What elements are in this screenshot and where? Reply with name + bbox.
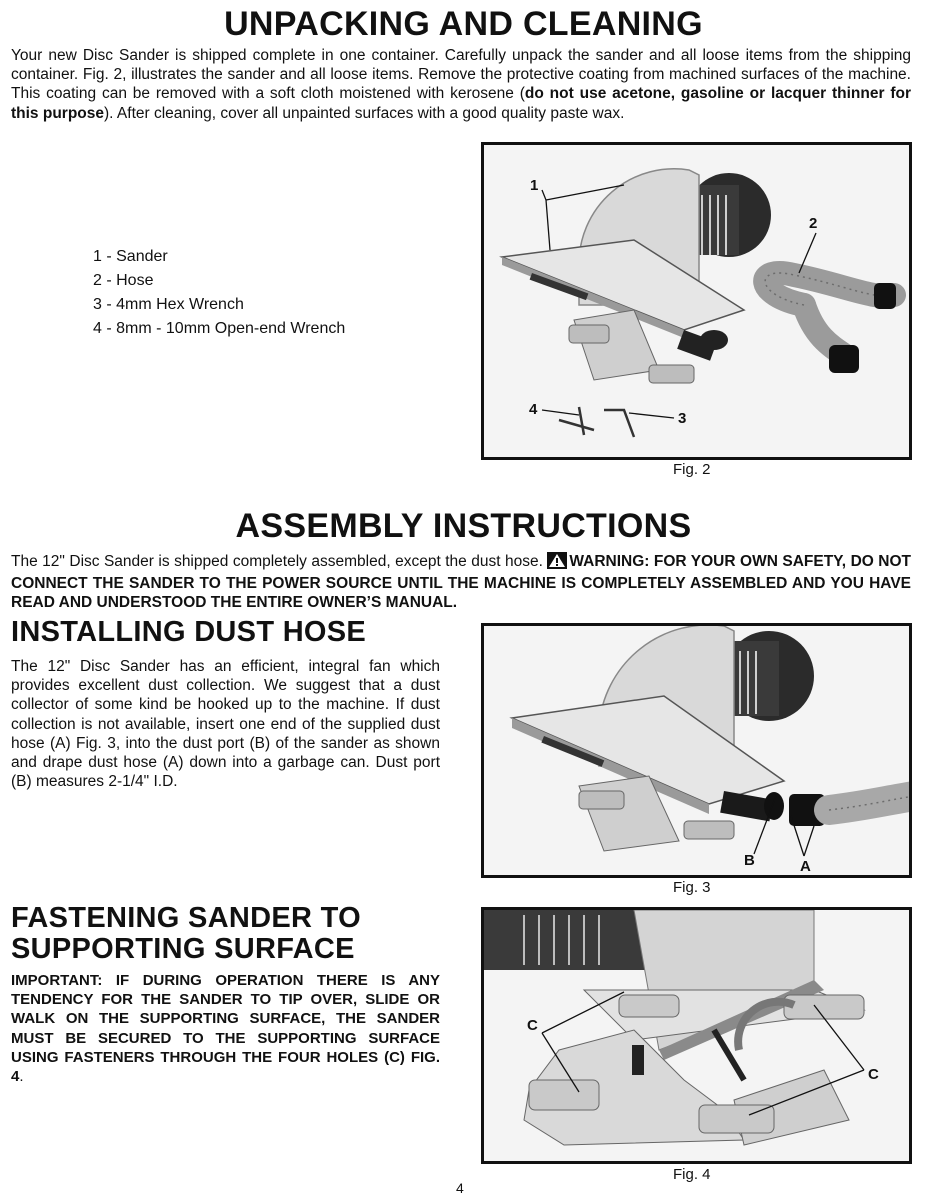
part-item-open-end-wrench: 4 - 8mm - 10mm Open-end Wrench: [93, 320, 346, 337]
fig4-callout-c-right: C: [868, 1066, 879, 1083]
fastening-period: .: [19, 1068, 24, 1086]
part-item-hose: 2 - Hose: [93, 272, 154, 289]
parts-list: [93, 245, 345, 341]
page-number: 4: [456, 1180, 464, 1196]
figure-2: [481, 142, 912, 460]
fastening-important: IMPORTANT: IF DURING OPERATION THERE IS ANY TENDENCY FOR THE SANDER TO TIP OVER, SLIDE OR WALK ON THE SUPPORTING SURFACE, THE SANDER MUST BE SECURED TO THE SUPPORTING SURFACE USING FASTENERS THROUGH THE FOUR HOLES (C) FIG. 4: [11, 972, 440, 1086]
figure-3: [481, 623, 912, 878]
figure-4: [481, 907, 912, 1164]
fig2-callout-2: 2: [809, 215, 818, 232]
dust-hose-paragraph: The 12" Disc Sander has an efficient, integral fan which provides excellent dust collection. We suggest that a dust collector of some kind be hooked up to the machine. If dust collection is not available, insert one end of the supplied dust hose (A) Fig. 3, into the dust port (B) of the sander as shown and drape dust hose (A) down into a garbage can. Dust port (B) measures 2-1/4" I.D.: [11, 658, 440, 791]
fig2-callout-3: 3: [678, 410, 687, 427]
unpacking-text-bold: do not use acetone, gasoline or lacquer thinner for this purpose: [11, 85, 912, 122]
warning-icon: [547, 552, 567, 574]
fig3-callout-b: B: [744, 852, 755, 869]
fig3-caption: Fig. 3: [673, 879, 711, 896]
assembly-paragraph: [11, 552, 911, 613]
part-item-hex-wrench: 3 - 4mm Hex Wrench: [93, 296, 244, 313]
fig2-callout-4: 4: [529, 401, 538, 418]
fastening-paragraph: [11, 971, 440, 1086]
fig2-caption: Fig. 2: [673, 461, 711, 478]
sander-illustration-fig3: [484, 626, 909, 875]
fig4-caption: Fig. 4: [673, 1166, 711, 1183]
assembly-heading: ASSEMBLY INSTRUCTIONS: [235, 507, 692, 545]
fig4-callout-c-left: C: [527, 1017, 538, 1034]
fig2-callout-1: 1: [530, 177, 539, 194]
fastening-heading-line2: SUPPORTING SURFACE: [11, 933, 355, 965]
unpacking-text-b: ). After cleaning, cover all unpainted surfaces with a good quality paste wax.: [104, 104, 625, 122]
part-item-sander: 1 - Sander: [93, 248, 168, 265]
unpacking-heading: UNPACKING AND CLEANING: [224, 5, 703, 43]
sander-base-illustration-fig4: [484, 910, 909, 1161]
sander-illustration-fig2: [484, 145, 909, 457]
hose-end-top: [874, 283, 896, 309]
unpacking-paragraph: [11, 46, 911, 123]
dust-hose-heading: INSTALLING DUST HOSE: [11, 616, 367, 648]
fastening-heading-line1: FASTENING SANDER TO: [11, 902, 361, 934]
assembly-intro: The 12" Disc Sander is shipped completely assembled, except the dust hose.: [11, 553, 548, 570]
fig3-callout-a: A: [800, 858, 811, 875]
assembly-warning: WARNING: FOR YOUR OWN SAFETY, DO NOT CONNECT THE SANDER TO THE POWER SOURCE UNTIL THE MACHINE IS COMPLETELY ASSEMBLED AND YOU HAVE READ AND UNDERSTOOD THE ENTIRE OWNER’S MANUAL.: [11, 553, 911, 612]
hose-end-bottom: [829, 345, 859, 373]
unpacking-text-a: Your new Disc Sander is shipped complete in one container. Carefully unpack the sander and all loose items from the shipping container. Fig. 2, illustrates the sander and all loose items. Remove the protective coating from machined surfaces of the machine. This coating can be removed with a soft cloth moistened with kerosene (: [11, 47, 911, 103]
fastening-heading: [11, 903, 361, 965]
